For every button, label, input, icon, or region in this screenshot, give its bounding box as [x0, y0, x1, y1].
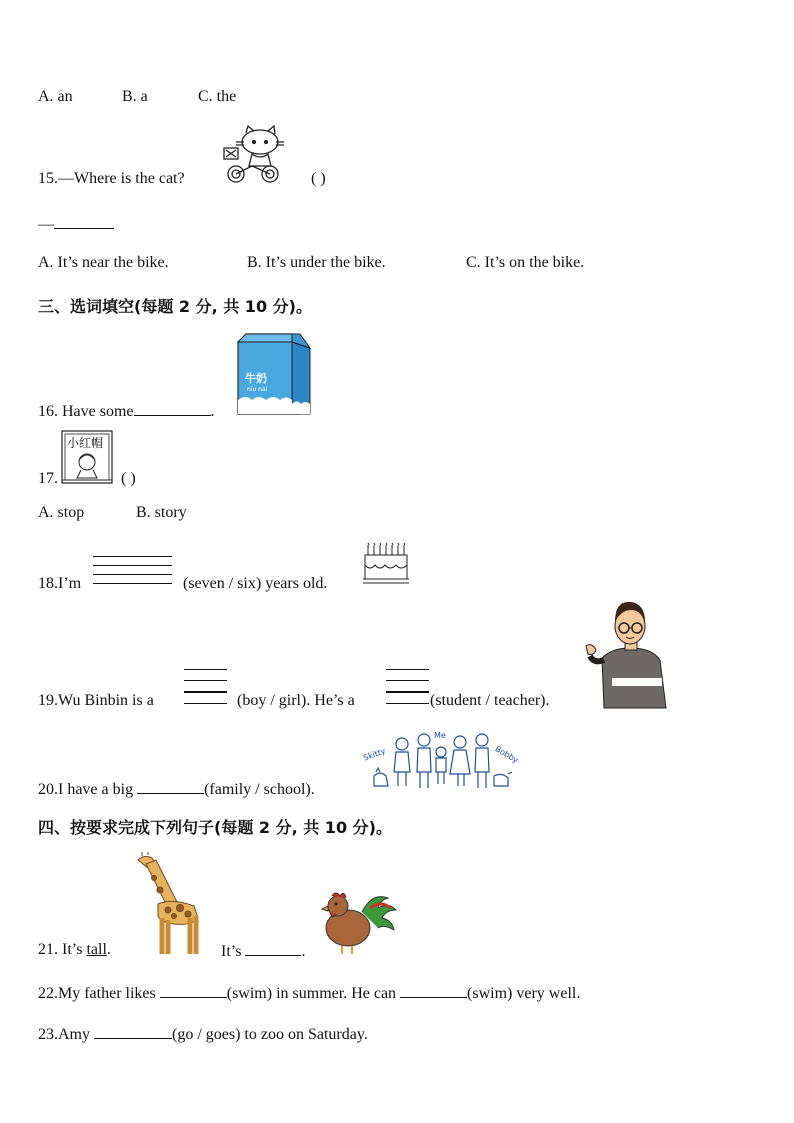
- q16-line: [38, 401, 215, 421]
- q22-prefix: 22.My father likes: [38, 985, 156, 1002]
- milk-carton-label: 牛奶: [245, 372, 267, 385]
- q19-writing-lines-2[interactable]: [386, 669, 429, 704]
- q22-mid: (swim) in summer. He can: [226, 985, 397, 1002]
- q15-answer-blank[interactable]: [54, 214, 114, 229]
- q15-answer-paren[interactable]: ( ): [311, 170, 326, 187]
- q21-end: .: [301, 943, 306, 960]
- q19-prefix: 19.Wu Binbin is a: [38, 692, 154, 709]
- q17-answer-paren[interactable]: ( ): [121, 470, 136, 487]
- cat-on-bike-image: [218, 126, 290, 184]
- q17-option-b: B. story: [136, 504, 187, 521]
- q15-option-b: B. It’s under the bike.: [247, 254, 386, 271]
- q21-prefix: 21. It’s: [38, 941, 87, 958]
- rooster-image: [318, 890, 398, 956]
- q23-prefix: 23.Amy: [38, 1026, 90, 1043]
- q16-prefix: 16. Have some: [38, 403, 134, 420]
- q23-line: [38, 1024, 368, 1044]
- giraffe-image: [128, 852, 208, 956]
- q21-blank[interactable]: [245, 941, 301, 956]
- q21-second-prefix: It’s: [221, 943, 242, 960]
- q18-writing-lines[interactable]: [93, 556, 172, 584]
- q18-suffix: (seven / six) years old.: [183, 575, 328, 592]
- q20-prefix: 20.I have a big: [38, 781, 134, 798]
- q20-blank[interactable]: [137, 779, 204, 794]
- q22-line: [38, 983, 580, 1003]
- section-3-title: 三、选词填空(每题 2 分, 共 10 分)。: [38, 297, 312, 316]
- q15-answer-line[interactable]: [38, 214, 114, 234]
- q22-suffix: (swim) very well.: [467, 985, 581, 1002]
- milk-carton-sublabel: niu nai: [247, 386, 268, 393]
- q22-blank-2[interactable]: [400, 983, 467, 998]
- q19-suffix: (student / teacher).: [430, 692, 550, 709]
- q21-second-part: [221, 941, 305, 961]
- q15-option-a: A. It’s near the bike.: [38, 254, 169, 271]
- q15-stem: 15.—Where is the cat?: [38, 170, 185, 187]
- section-4-title: 四、按要求完成下列句子(每题 2 分, 共 10 分)。: [38, 818, 392, 837]
- q23-suffix: (go / goes) to zoo on Saturday.: [172, 1026, 368, 1043]
- storybook-title: 小红帽: [67, 436, 104, 450]
- q15-answer-dash: —: [38, 216, 54, 233]
- q15-option-c: C. It’s on the bike.: [466, 254, 585, 271]
- q19-mid: (boy / girl). He’s a: [237, 692, 355, 709]
- family-label-skitty: Skitty: [362, 746, 387, 763]
- q14-option-a: A. an: [38, 88, 73, 105]
- q16-suffix: .: [210, 403, 215, 420]
- teacher-image: [582, 600, 674, 710]
- q16-blank[interactable]: [134, 401, 211, 416]
- q17-option-a: A. stop: [38, 504, 85, 521]
- q14-option-b: B. a: [122, 88, 148, 105]
- family-label-me: Me: [434, 731, 446, 740]
- q21-underlined-word: tall: [86, 941, 107, 958]
- q19-writing-lines-1[interactable]: [184, 669, 227, 704]
- q23-blank[interactable]: [94, 1024, 172, 1039]
- q18-prefix: 18.I’m: [38, 575, 82, 592]
- q22-blank-1[interactable]: [160, 983, 227, 998]
- family-label-bobby: Bobby: [493, 744, 520, 765]
- q14-option-c: C. the: [198, 88, 237, 105]
- q20-line: [38, 779, 315, 799]
- q17-number: 17.: [38, 470, 58, 487]
- q21-dot: .: [106, 941, 111, 958]
- q21-first-part: [38, 941, 111, 959]
- q20-suffix: (family / school).: [204, 781, 315, 798]
- birthday-cake-image: [362, 541, 410, 587]
